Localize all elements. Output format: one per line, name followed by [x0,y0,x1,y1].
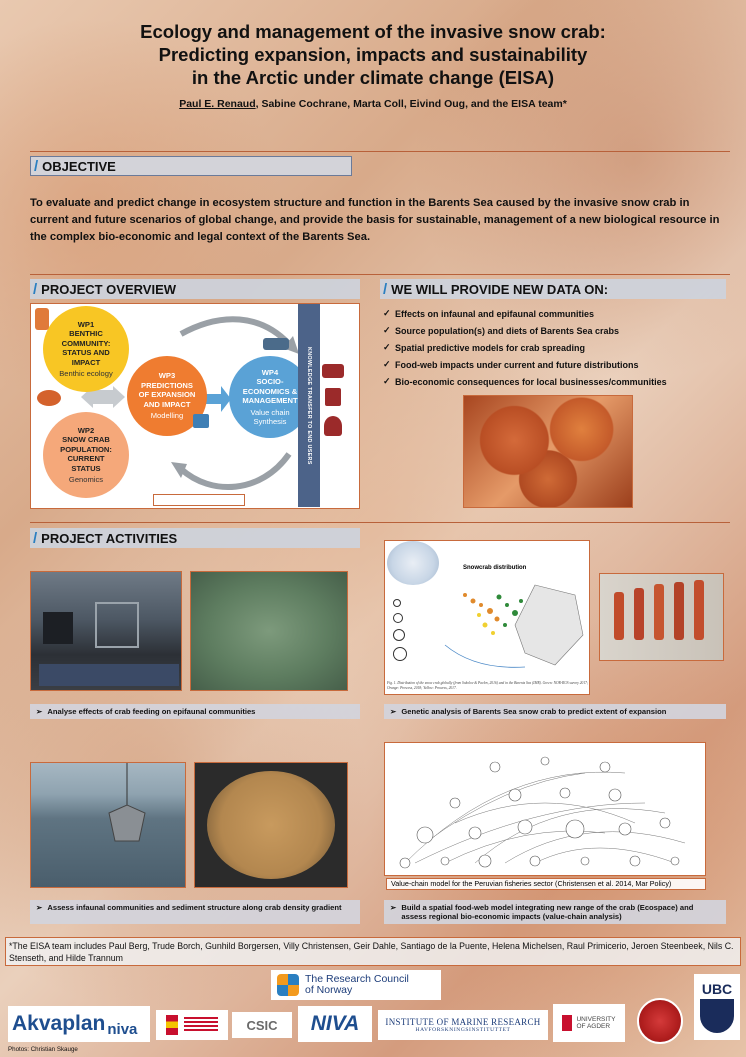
uia-logo: UNIVERSITY OF AGDER [553,1004,625,1042]
map-points [435,575,585,675]
checkmark-icon: ✓ [383,342,391,352]
deck-floor [39,664,179,686]
arrow-icon: ➢ [36,707,43,716]
wp2-circle [43,412,129,498]
photo-credit: Photos: Christian Skauge [8,1046,78,1053]
rov-photo [30,571,182,691]
map-legend [393,599,427,659]
slash-icon: / [383,280,388,298]
imr-logo: INSTITUTE OF MARINE RESEARCH HAVFORSKNINGSINSTITUTTET [378,1010,548,1040]
list-item: ✓ Effects on infaunal and epifaunal communities [383,308,595,319]
empty-label-box [153,494,245,506]
knowledge-transfer-bar [298,304,320,507]
microscope-icon [35,308,49,330]
rcn-logo: The Research Council of Norway [271,970,441,1000]
checkmark-icon: ✓ [383,325,391,335]
scales-icon [325,388,341,406]
caption-epifauna: ➢ Analyse effects of crab feeding on epifaunal communities [30,704,360,719]
team-footnote: *The EISA team includes Paul Berg, Trude Borch, Gunhild Borgersen, Villy Christensen, Geir Dahle, Santiago de la Puente, Helena Michelsen, Raul Primicerio, Jeroen Steenbeek, Nils C. Stenseth, and Hilde Trannum [5,937,741,966]
checkmark-icon: ✓ [383,376,391,386]
caption-infauna: ➢ Assess infaunal communities and sediment structure along crab density gradient [30,900,360,924]
poster-title: Ecology and management of the invasive snow crab: Predicting expansion, impacts and sustainability in the Arctic under climate change (EISA) [140,21,606,88]
new-data-list [383,305,723,390]
wp4-subtitle: Value chain Synthesis [250,407,290,426]
value-chain-network [385,743,704,874]
seafloor-photo [190,571,348,691]
ubc-logo: UBC [694,974,740,1040]
people-icon [322,364,344,378]
slash-icon: / [33,280,38,298]
wp4-title: WP4 SOCIO- ECONOMICS & MANAGEMENT [242,367,298,405]
csic-logo: CSIC [232,1012,292,1038]
knowledge-transfer-label: KNOWLEDGE TRANSFER TO END USERS [306,346,312,465]
sediment-photo [194,762,348,888]
globe-inset [387,541,439,585]
author-list [0,98,746,110]
crab-icon [37,390,61,406]
wp3-subtitle: Modelling [150,411,184,421]
map-caption: Fig. 1. Distribution of the snow crab globally (from Sokolov & Pavlov, 2016) and in the Barents Sea (IMR). Green: NOR-RUS survey 2017; Orange: Prowess, 2018; Yellow: Prowess, 2017. [387,681,589,690]
list-item: ✓ Spatial predictive models for crab spreading [383,342,586,353]
overview-diagram [30,303,360,509]
wp2-title: WP2 SNOW CRAB POPULATION: CURRENT STATUS [60,425,112,473]
lead-author: Paul E. Renaud [179,98,256,110]
map-title: Snowcrab distribution [463,565,527,571]
wp1-circle [43,306,129,392]
list-item: ✓ Bio-economic consequences for local businesses/communities [383,376,667,387]
checkmark-icon: ✓ [383,359,391,369]
uio-seal [637,998,683,1044]
person-icon [324,416,342,436]
distribution-map [384,540,590,695]
wp2-subtitle: Genomics [68,475,104,484]
value-chain-diagram [384,742,706,876]
slash-icon: / [34,157,39,175]
rcn-mark [277,974,299,996]
slash-icon: / [33,529,38,547]
value-chain-caption: Value-chain model for the Peruvian fisheries sector (Christensen et al. 2014, Mar Policy) [386,878,706,890]
computer-icon [193,414,209,428]
boat-icon [263,338,289,350]
niva-logo: NIVA [298,1006,372,1042]
divider [30,274,730,275]
grab-sampler-photo [30,762,186,888]
rov-frame [95,602,139,648]
caption-genetics: ➢ Genetic analysis of Barents Sea snow crab to predict extent of expansion [384,704,726,719]
sample-tubes-photo [599,573,724,661]
arrow-icon: ➢ [390,707,397,716]
wp3-title: WP3 PREDICTIONS OF EXPANSION AND IMPACT [138,371,196,409]
akvaplan-niva-logo: Akvaplan niva [8,1006,150,1042]
checkmark-icon: ✓ [383,308,391,318]
wp1-subtitle: Benthic ecology [59,369,113,378]
activities-heading: / PROJECT ACTIVITIES [30,528,360,548]
wp1-title: WP1 BENTHIC COMMUNITY: STATUS AND IMPACT [61,319,111,367]
objective-heading: / OBJECTIVE [30,156,352,176]
spain-ministry-logo [156,1010,228,1040]
list-item: ✓ Source population(s) and diets of Barents Sea crabs [383,325,620,336]
equipment-case [43,612,73,644]
divider [30,151,730,152]
arrow-icon: ➢ [390,903,397,912]
overview-heading: / PROJECT OVERVIEW [30,279,360,299]
arrow-icon: ➢ [36,903,43,912]
list-item: ✓ Food-web impacts under current and future distributions [383,359,639,370]
divider [30,522,730,523]
new-data-heading: / WE WILL PROVIDE NEW DATA ON: [380,279,726,299]
crab-photo [463,395,633,508]
other-authors: , Sabine Cochrane, Marta Coll, Eivind Oug, and the EISA team* [255,98,567,110]
caption-foodweb: ➢ Build a spatial food-web model integrating new range of the crab (Ecospace) and assess regional bio-economic impacts (value-chain analysis) [384,900,726,924]
objective-text: To evaluate and predict change in ecosystem structure and function in the Barents Sea caused by the invasive snow crab in current and future scenarios of global change, and provide the basis for sustainable, management of a new biological resource in the complex bio-economic and legal context of the Barents Sea. [30,197,720,243]
